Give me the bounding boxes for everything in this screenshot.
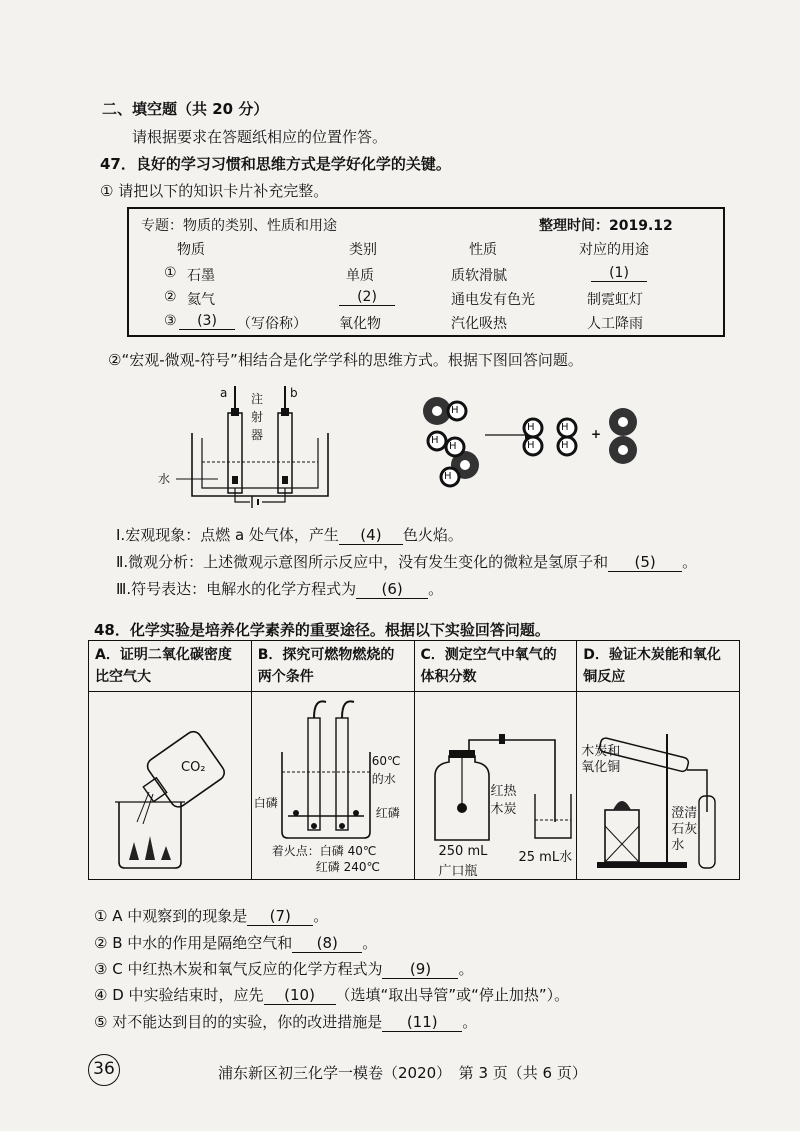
charcoal-cuo-diagram xyxy=(577,692,740,880)
q47-item-1 xyxy=(116,524,463,545)
item-text: 。 xyxy=(362,934,378,952)
syringe-label-2: 射 xyxy=(251,410,264,424)
page-badge: 36 xyxy=(88,1054,120,1086)
syringe-label-1: 注 xyxy=(251,392,264,406)
hydrogen-atom: H xyxy=(561,440,569,451)
answer-blank-9[interactable]: (9) xyxy=(382,960,458,979)
hydrogen-atom: H xyxy=(527,422,535,433)
card-row-substance: 氦气 xyxy=(187,292,215,308)
section-instruction: 请根据要求在答题纸相应的位置作答。 xyxy=(132,128,388,146)
knowledge-card xyxy=(127,207,725,337)
card-header-property: 性质 xyxy=(469,242,497,258)
q48-item-1 xyxy=(94,905,328,926)
q48-item-4 xyxy=(94,984,569,1005)
item-text: ④ D 中实验结束时，应先 xyxy=(94,986,264,1004)
card-row-use: 人工降雨 xyxy=(587,316,643,332)
q48-item-2 xyxy=(94,932,377,953)
footer-text: 浦东新区初三化学一模卷（2020） 第 3 页（共 6 页） xyxy=(218,1064,587,1082)
white-p-label: 白磷 xyxy=(253,796,278,810)
item-text: ① A 中观察到的现象是 xyxy=(94,907,248,925)
q47-part2: ②“宏观-微观-符号”相结合是化学学科的思维方式。根据下图回答问题。 xyxy=(108,351,583,369)
card-row-use: 制霓虹灯 xyxy=(587,292,643,308)
item-text: ⑤ 对不能达到目的的实验，你的改进措施是 xyxy=(94,1013,383,1031)
electrolysis-diagram xyxy=(150,378,340,508)
answer-blank-2[interactable]: (2) xyxy=(339,289,395,306)
molecule-diagram xyxy=(415,395,655,495)
card-topic: 专题：物质的类别、性质和用途 xyxy=(141,218,337,234)
q48-stem: 48．化学实验是培养化学素养的重要途径。根据以下实验回答问题。 xyxy=(94,621,550,639)
charcoal-cuo-label-1: 木炭和 xyxy=(581,744,621,759)
answer-blank-6[interactable]: (6) xyxy=(356,580,428,599)
bottle-name-label: 广口瓶 xyxy=(438,864,478,879)
limewater-label-1: 澄清 xyxy=(671,806,698,821)
item-text: 色火焰。 xyxy=(402,526,463,544)
item-text: 。 xyxy=(682,553,698,571)
limewater-label-3: 水 xyxy=(671,838,685,853)
answer-blank-11[interactable]: (11) xyxy=(382,1013,462,1032)
card-time: 整理时间：2019.12 xyxy=(539,218,673,234)
hydrogen-atom: H xyxy=(561,422,569,433)
syringe-label-3: 器 xyxy=(251,428,264,442)
item-text: （选填“取出导管”或“停止加热”）。 xyxy=(335,986,570,1004)
hydrogen-atom: H xyxy=(449,441,457,452)
card-row-substance: 石墨 xyxy=(187,268,215,284)
exp-a-figure xyxy=(89,692,252,880)
plus-sign: + xyxy=(591,427,602,441)
answer-blank-7[interactable]: (7) xyxy=(247,907,313,926)
label-a: a xyxy=(220,386,228,400)
answer-blank-3[interactable]: (3) xyxy=(179,313,235,330)
exp-d-figure xyxy=(577,692,740,880)
label-b: b xyxy=(290,386,298,400)
water-25-label: 25 mL水 xyxy=(518,850,573,865)
hydrogen-atom: H xyxy=(527,440,535,451)
card-header-use: 对应的用途 xyxy=(579,242,649,258)
experiment-table xyxy=(88,640,740,880)
co2-pouring-diagram xyxy=(89,692,252,880)
item-text: ② B 中水的作用是隔绝空气和 xyxy=(94,934,293,952)
item-text: 。 xyxy=(313,907,329,925)
answer-blank-4[interactable]: (4) xyxy=(339,526,403,545)
card-row-property: 汽化吸热 xyxy=(451,316,507,332)
item-text: 。 xyxy=(428,580,444,598)
exp-c-figure xyxy=(414,692,577,880)
bottle-volume-label: 250 mL xyxy=(438,844,488,859)
q47-item-2 xyxy=(116,551,697,572)
answer-blank-1[interactable]: (1) xyxy=(591,265,647,282)
exp-b-figure xyxy=(251,692,414,880)
card-row-num: ③ xyxy=(164,313,177,329)
item-text: 。 xyxy=(458,960,474,978)
ignition-label: 着火点：白磷 40℃ xyxy=(271,844,377,858)
charcoal-cuo-label-2: 氧化铜 xyxy=(581,760,621,775)
section-title: 二、填空题（共 20 分） xyxy=(102,100,269,118)
q47-stem: 47．良好的学习习惯和思维方式是学好化学的关键。 xyxy=(100,155,451,173)
exp-d-title: D．验证木炭能和氧化铜反应 xyxy=(577,641,740,692)
card-header-category: 类别 xyxy=(349,242,377,258)
ignition-red-label: 红磷 240℃ xyxy=(315,860,380,874)
q48-item-3 xyxy=(94,958,473,979)
exp-a-title: A．证明二氧化碳密度比空气大 xyxy=(89,641,252,692)
answer-blank-8[interactable]: (8) xyxy=(292,934,362,953)
q47-item-3 xyxy=(116,578,443,599)
hot-charcoal-label-2: 木炭 xyxy=(490,802,517,817)
answer-blank-5[interactable]: (5) xyxy=(608,553,682,572)
hydrogen-atom: H xyxy=(451,405,459,416)
item-text: Ⅲ.符号表达：电解水的化学方程式为 xyxy=(116,580,357,598)
q47-part1: ① 请把以下的知识卡片补充完整。 xyxy=(100,182,329,200)
co2-label: CO₂ xyxy=(181,760,206,775)
card-row-note: （写俗称） xyxy=(237,316,307,332)
item-text: ③ C 中红热木炭和氧气反应的化学方程式为 xyxy=(94,960,383,978)
water-temp-label: 60℃ xyxy=(371,754,401,768)
card-row-property: 通电发有色光 xyxy=(451,292,535,308)
item-text: Ⅰ.宏观现象：点燃 a 处气体，产生 xyxy=(116,526,339,544)
red-p-label: 红磷 xyxy=(375,806,400,820)
answer-blank-10[interactable]: (10) xyxy=(264,986,336,1005)
water-label: 的水 xyxy=(371,772,396,786)
card-header-substance: 物质 xyxy=(177,242,205,258)
card-row-category: 氧化物 xyxy=(339,316,381,332)
item-text: 。 xyxy=(462,1013,478,1031)
item-text: Ⅱ.微观分析：上述微观示意图所示反应中，没有发生变化的微粒是氢原子和 xyxy=(116,553,609,571)
exp-b-title: B．探究可燃物燃烧的两个条件 xyxy=(251,641,414,692)
hot-charcoal-label-1: 红热 xyxy=(490,784,517,799)
q48-item-5 xyxy=(94,1011,477,1032)
exp-c-title: C．测定空气中氧气的体积分数 xyxy=(414,641,577,692)
limewater-label-2: 石灰 xyxy=(671,822,698,837)
card-row-category: 单质 xyxy=(346,268,374,284)
hydrogen-atom: H xyxy=(444,471,452,482)
electrolysis-apparatus xyxy=(150,378,340,508)
card-row-num: ② xyxy=(164,289,177,305)
card-row-num: ① xyxy=(164,265,177,281)
water-label: 水 xyxy=(158,472,171,486)
card-row-property: 质软滑腻 xyxy=(451,268,507,284)
hydrogen-atom: H xyxy=(431,435,439,446)
